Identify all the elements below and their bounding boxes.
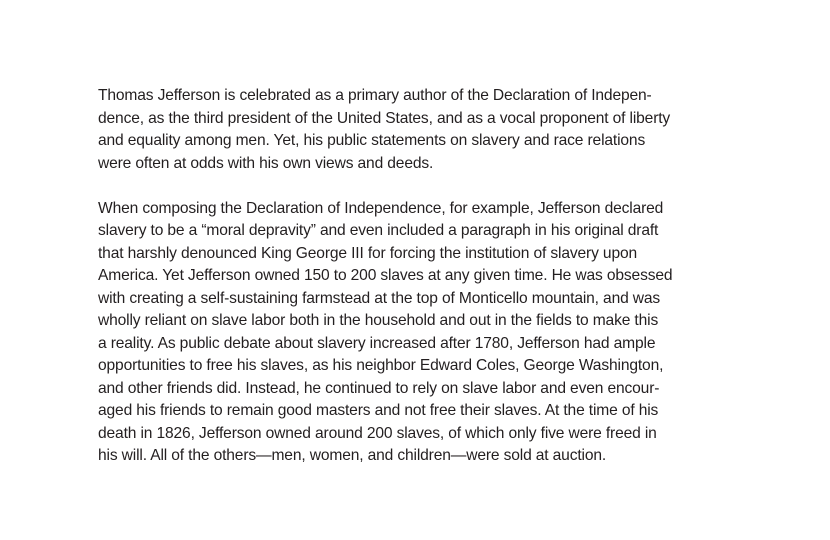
text-line: opportunities to free his slaves, as his neighbor Edward Coles, George Washington, <box>98 357 664 374</box>
text-line: Thomas Jefferson is celebrated as a primary author of the Declaration of Indepen- <box>98 87 652 104</box>
text-line: with creating a self-sustaining farmstead at the top of Monticello mountain, and was <box>98 289 661 307</box>
text-line: and equality among men. Yet, his public statements on slavery and race relations <box>98 132 646 149</box>
text-line: death in 1826, Jefferson owned around 200 slaves, of which only five were freed in <box>98 424 657 442</box>
text-line: wholly reliant on slave labor both in the household and out in the fields to make this <box>98 312 659 329</box>
text-line: and other friends did. Instead, he continued to rely on slave labor and even encour- <box>98 379 660 397</box>
text-line: When composing the Declaration of Independence, for example, Jefferson declared <box>98 199 664 217</box>
paragraph-spacer <box>98 175 738 198</box>
document-body <box>98 85 738 468</box>
text-line: aged his friends to remain good masters and not free their slaves. At the time of his <box>98 402 659 419</box>
paragraph-1 <box>98 85 738 175</box>
text-line: that harshly denounced King George III for forcing the institution of slavery upon <box>98 244 638 262</box>
text-line: a reality. As public debate about slavery increased after 1780, Jefferson had ample <box>98 334 656 352</box>
text-line: slavery to be a “moral depravity” and even included a paragraph in his original draft <box>98 222 659 239</box>
text-line: were often at odds with his own views and deeds. <box>98 154 434 172</box>
text-line: dence, as the third president of the United States, and as a vocal proponent of liberty <box>98 109 671 127</box>
text-line: America. Yet Jefferson owned 150 to 200 slaves at any given time. He was obsessed <box>98 267 673 284</box>
text-line: his will. All of the others—men, women, and children—were sold at auction. <box>98 447 607 464</box>
paragraph-2 <box>98 198 738 468</box>
